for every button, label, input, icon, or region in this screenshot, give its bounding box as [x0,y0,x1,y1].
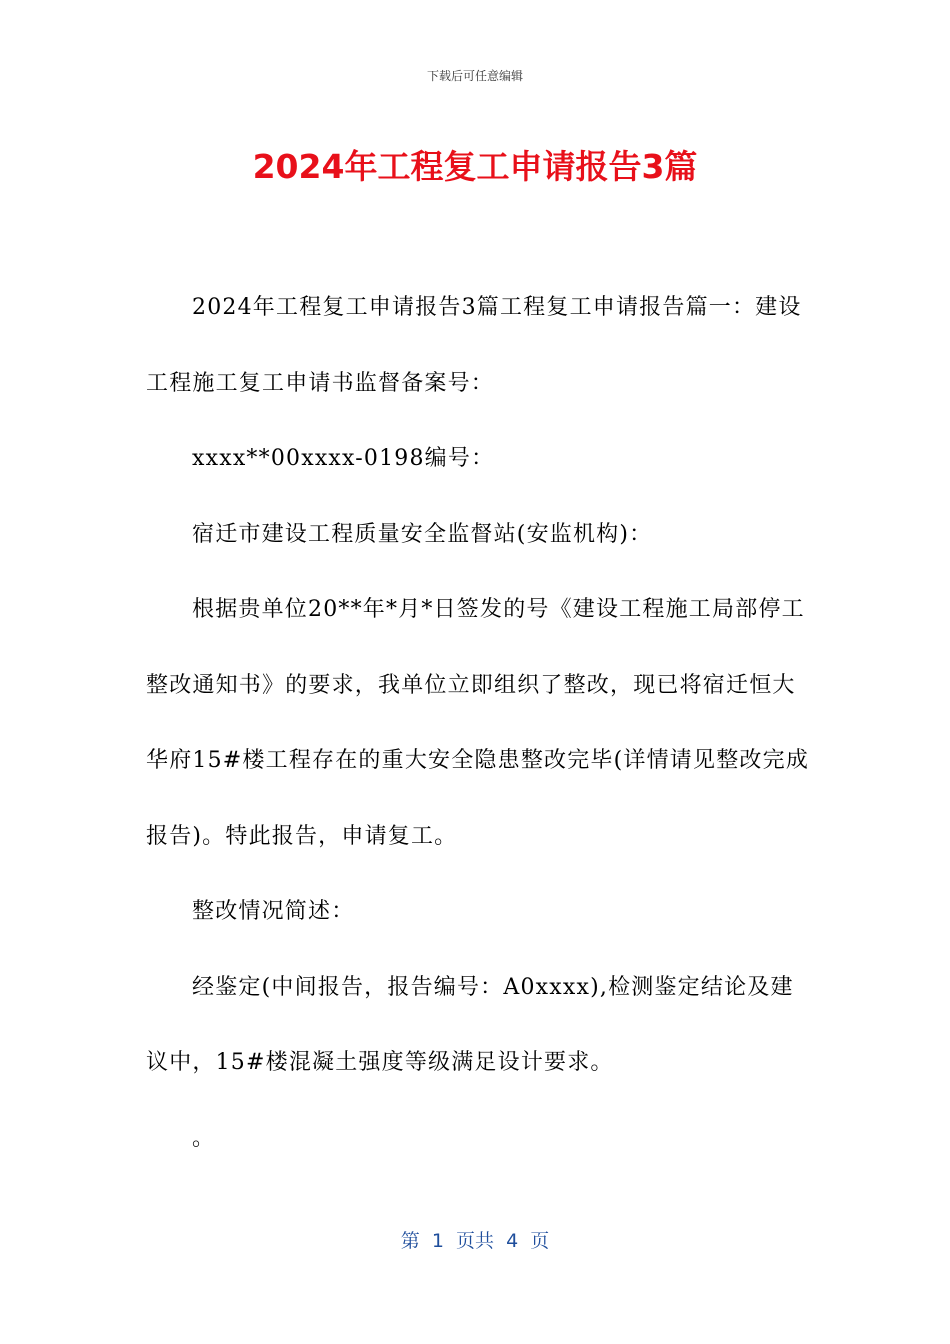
document-body [146,270,810,1176]
paragraph-summary-heading: 整改情况简述： [192,899,355,924]
page-number-footer: 第 1 页共 4 页 [400,1230,550,1252]
paragraph-intro: 2024年工程复工申请报告3篇工程复工申请报告篇一：建设工程施工复工申请书监督备案号： [146,295,802,396]
paragraph-request: 根据贵单位20**年*月*日签发的号《建设工程施工局部停工整改通知书》的要求，我单位立即组织了整改，现已将宿迁恒大华府15#楼工程存在的重大安全隐患整改完毕(详情请见整改完成报告)。特此报告，申请复工。 [146,597,810,849]
header-note: 下载后可任意编辑 [426,69,523,83]
paragraph-serial-number: xxxx**00xxxx-0198编号： [192,446,495,471]
paragraph-addressee: 宿迁市建设工程质量安全监督站(安监机构)： [192,521,653,547]
paragraph-end-mark: 。 [192,1125,216,1151]
paragraph-appraisal: 经鉴定(中间报告，报告编号：A0xxxx),检测鉴定结论及建议中，15#楼混凝土强度等级满足设计要求。 [146,974,794,1075]
document-title: 2024年工程复工申请报告3篇 [252,147,698,186]
